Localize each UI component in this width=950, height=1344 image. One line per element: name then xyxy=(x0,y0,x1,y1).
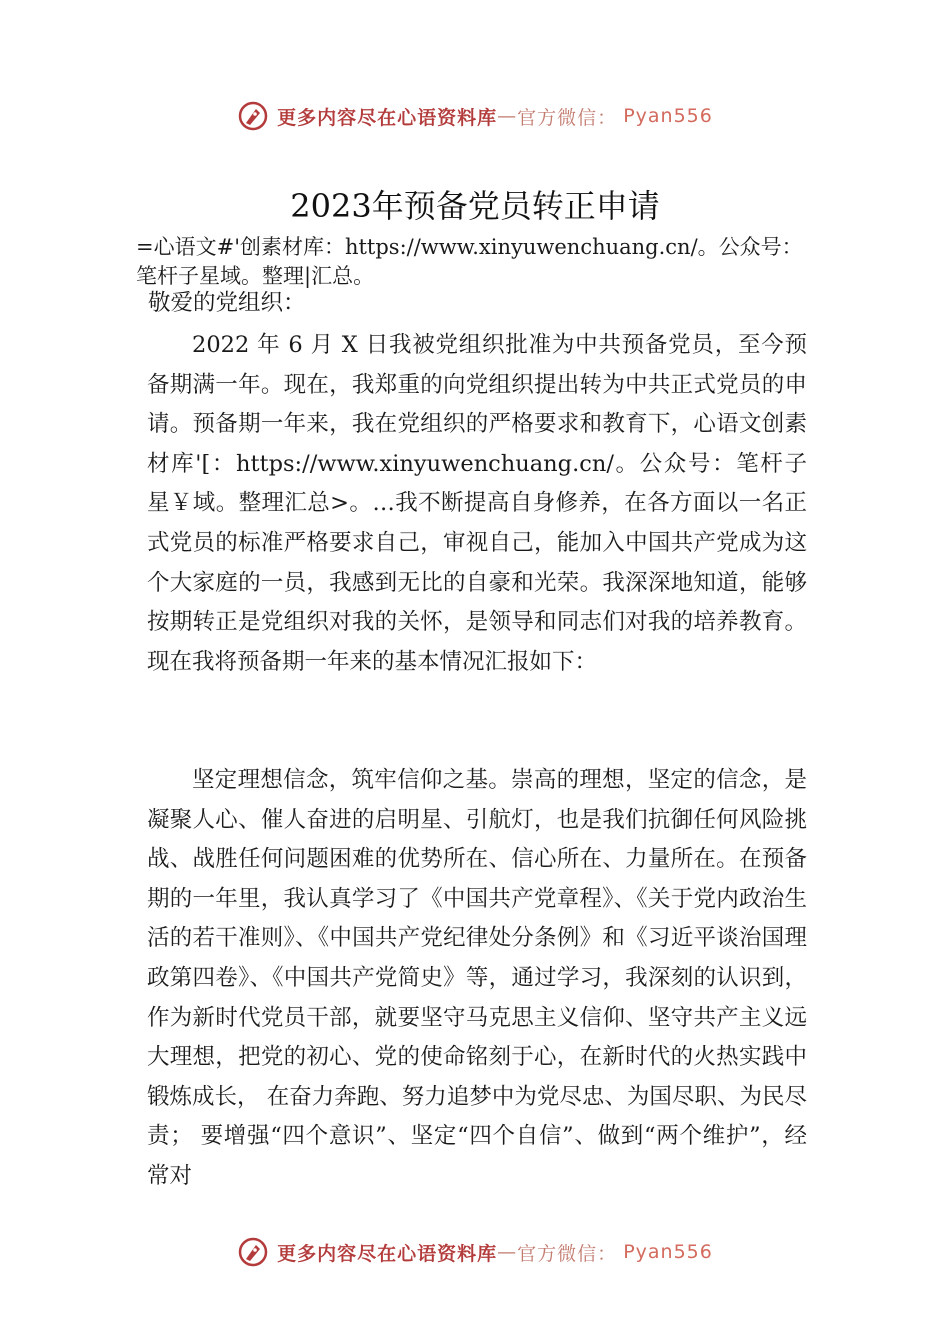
body-paragraph-2: 坚定理想信念，筑牢信仰之基。崇高的理想，坚定的信念，是凝聚人心、催人奋进的启明星、引航灯，也是我们抗御任何风险挑战、战胜任何问题困难的优势所在、信心所在、力量所在。在预备期的一年里，我认真学习了《中国共产党章程》、《关于党内政治生活的若干准则》、《中国共产党纪律处分条例》和《习近平谈治国理政第四卷》、《中国共产党简史》等，通过学习，我深刻的认识到，作为新时代党员干部，就要坚守马克思主义信仰、坚守共产主义远大理想，把党的初心、党的使命铭刻于心，在新时代的火热实践中锻炼成长， 在奋力奔跑、努力追梦中为党尽忠、为国尽职、为民尽责； 要增强“四个意识”、坚定“四个自信”、做到“两个维护”，经常对 xyxy=(147,767,807,1189)
pen-nib-logo-icon xyxy=(237,1236,269,1268)
footer-watermark xyxy=(0,1232,950,1272)
header-watermark xyxy=(0,96,950,136)
watermark-handle: Pyan556 xyxy=(623,1241,713,1263)
salutation: 敬爱的党组织： xyxy=(148,290,306,316)
watermark-dash: — xyxy=(497,105,518,127)
watermark-dash: — xyxy=(497,1241,518,1263)
watermark-wechat-label: 官方微信： xyxy=(517,106,618,129)
watermark-brand-text: 更多内容尽在心语资料库 xyxy=(277,106,498,129)
body-paragraph-1: 2022 年 6 月 X 日我被党组织批准为中共预备党员，至今预备期满一年。现在，我郑重的向党组织提出转为中共正式党员的申请。预备期一年来，我在党组织的严格要求和教育下，心语文创素材库'[：https://www.xinyuwenchuang.cn/。公众号：笔杆子星￥域。整理汇总>。…我不断提高自身修养，在各方面以一名正式党员的标准严格要求自己，审视自己，能加入中国共产党成为这个大家庭的一员，我感到无比的自豪和光荣。我深深地知道，能够按期转正是党组织对我的关怀，是领导和同志们对我的培养教育。现在我将预备期一年来的基本情况汇报如下： xyxy=(147,332,807,675)
watermark-wechat-label: 官方微信： xyxy=(517,1242,618,1265)
watermark-brand-text: 更多内容尽在心语资料库 xyxy=(277,1242,498,1265)
source-note: =心语文#'创素材库：https://www.xinyuwenchuang.cn/。公众号：笔杆子星域。整理|汇总。 xyxy=(136,235,803,288)
watermark-handle: Pyan556 xyxy=(623,105,713,127)
pen-nib-logo-icon xyxy=(237,100,269,132)
document-title: 2023年预备党员转正申请 xyxy=(290,187,660,225)
